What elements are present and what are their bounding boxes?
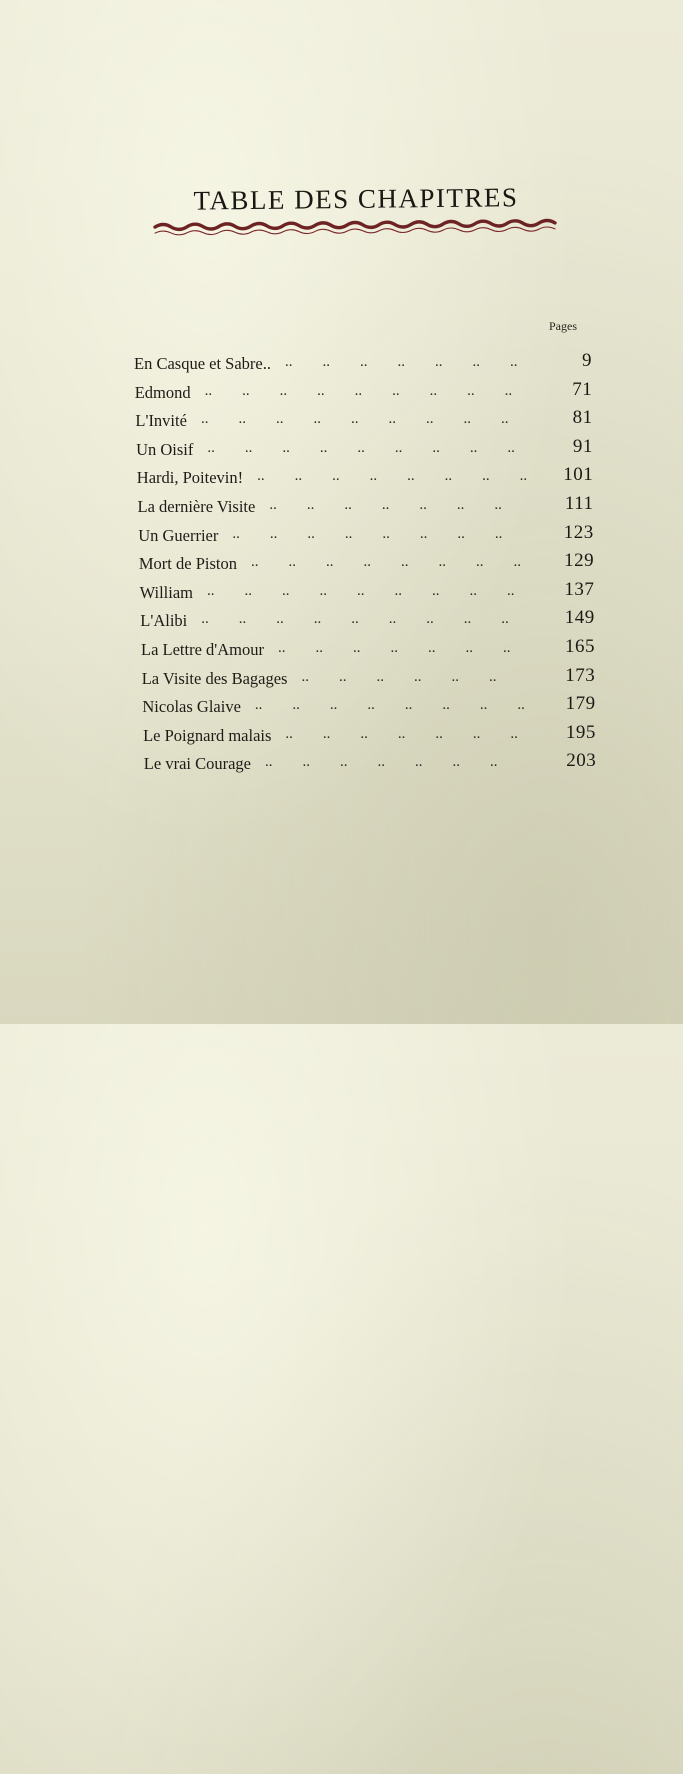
chapter-title: La Lettre d'Amour	[141, 640, 265, 659]
chapter-title: William	[139, 582, 194, 602]
chapter-page-number: 195	[565, 721, 596, 743]
toc-row	[139, 578, 620, 609]
chapter-title: La Visite des Bagages	[141, 668, 288, 688]
chapter-page-number: 129	[564, 550, 595, 572]
toc-row	[143, 721, 620, 752]
chapter-title: Un Oisif	[136, 439, 194, 459]
toc-row	[138, 550, 620, 580]
dot-leader: .. .. .. .. .. .. .. ..	[250, 554, 551, 571]
chapter-title: Nicolas Glaive	[142, 697, 241, 717]
chapter-page-number: 149	[564, 607, 595, 629]
page-title: TABLE DES CHAPITRES	[193, 182, 519, 216]
chapter-title: L'Alibi	[140, 611, 188, 631]
chapter-title: La dernière Visite	[137, 497, 256, 516]
dot-leader: .. .. .. .. .. .. .. ..	[257, 468, 558, 485]
toc-row	[136, 435, 620, 466]
chapter-page-number: 71	[572, 378, 593, 400]
chapter-page-number: 81	[572, 407, 593, 429]
toc-row	[135, 407, 620, 437]
dot-leader: .. .. .. .. .. ..	[301, 668, 527, 685]
chapter-title: Le Poignard malais	[143, 725, 272, 745]
dot-leader: .. .. .. .. .. .. .. ..	[232, 525, 533, 542]
toc-row	[140, 607, 620, 637]
chapter-title: Hardi, Poitevin!	[136, 468, 244, 488]
chapter-title: Le vrai Courage	[143, 754, 251, 774]
toc-row	[137, 493, 621, 523]
dot-leader: .. .. .. .. .. .. .. ..	[254, 697, 555, 714]
dot-leader: .. .. .. .. .. .. .. .. ..	[200, 411, 539, 428]
chapter-page-number: 123	[563, 521, 594, 543]
dot-leader: .. .. .. .. .. .. .. .. ..	[207, 439, 545, 456]
chapter-page-number: 179	[565, 693, 596, 715]
dot-leader: .. .. .. .. .. .. ..	[265, 754, 528, 771]
dot-leader: .. .. .. .. .. .. .. .. ..	[207, 582, 545, 599]
chapter-page-number: 137	[564, 578, 595, 600]
chapter-page-number: 173	[565, 664, 596, 686]
chapter-page-number: 9	[582, 350, 592, 371]
dot-leader: .. .. .. .. .. .. .. .. ..	[204, 382, 543, 399]
chapter-title: Edmond	[134, 382, 191, 402]
chapter-page-number: 203	[566, 750, 597, 772]
chapter-page-number: 111	[564, 493, 594, 514]
pages-column-header: Pages	[549, 319, 577, 333]
toc-row	[136, 464, 620, 494]
chapter-title: Un Guerrier	[138, 525, 219, 545]
dot-leader: .. .. .. .. .. .. ..	[285, 725, 548, 742]
toc-row	[138, 521, 620, 552]
toc-row	[142, 693, 620, 723]
chapter-title: En Casque et Sabre..	[134, 354, 272, 373]
toc-row	[134, 350, 620, 380]
dot-leader: .. .. .. .. .. .. ..	[278, 640, 541, 656]
chapter-title: Mort de Piston	[138, 554, 237, 574]
dot-leader: .. .. .. .. .. .. .. .. ..	[201, 611, 539, 628]
toc-row	[143, 750, 620, 780]
chapter-page-number: 165	[565, 636, 595, 657]
chapter-page-number: 91	[572, 435, 593, 457]
dot-leader: .. .. .. .. .. .. ..	[269, 497, 532, 513]
dot-leader: .. .. .. .. .. .. ..	[285, 354, 548, 370]
toc-row	[141, 664, 620, 695]
chapter-page-number: 101	[563, 464, 594, 486]
toc-row	[141, 636, 620, 666]
chapter-title: L'Invité	[135, 411, 187, 431]
toc-row	[134, 378, 620, 409]
